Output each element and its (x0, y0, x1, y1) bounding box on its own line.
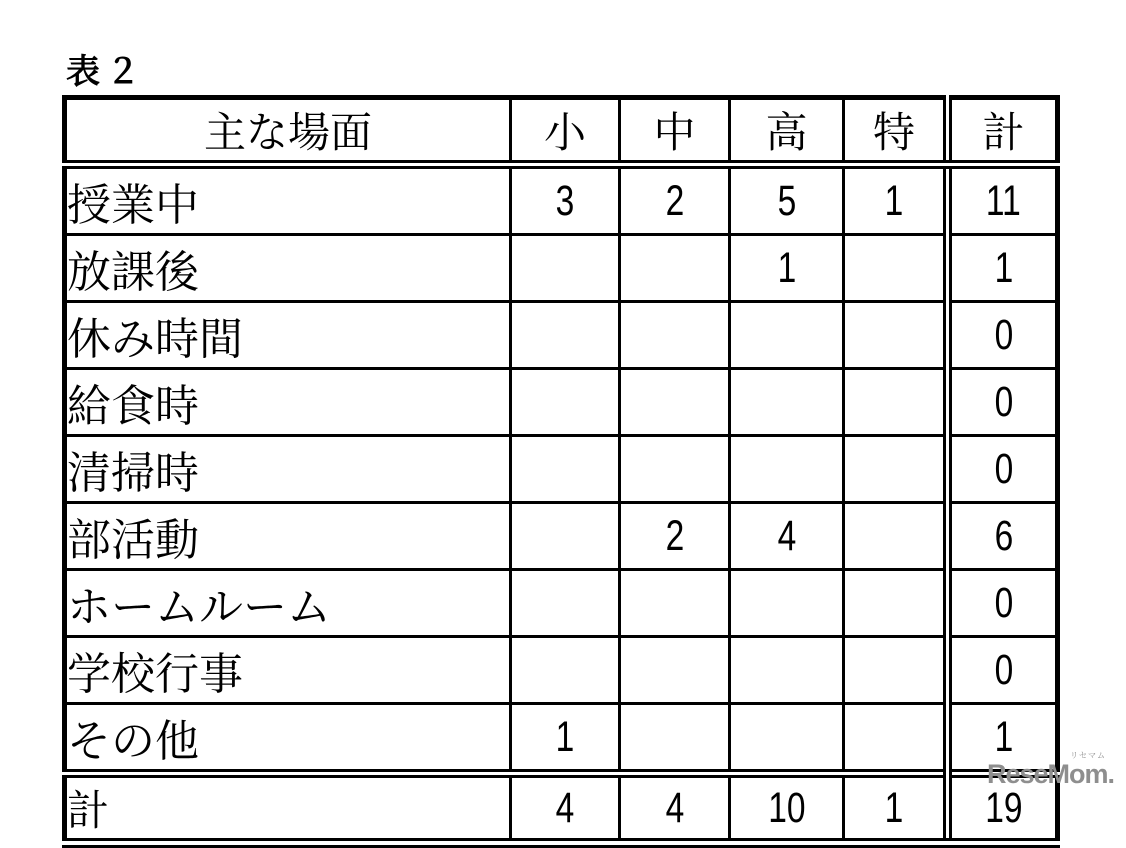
cell-elementary (511, 503, 620, 570)
cell-high-school: 4 (730, 503, 844, 570)
cell-junior-high (620, 369, 730, 436)
cell-special-total: 1 (844, 774, 948, 844)
col-header-elementary: 小 (511, 98, 620, 165)
cell-total: 1 (948, 704, 1058, 774)
cell-elementary-total: 4 (511, 774, 620, 844)
cell-elementary: 1 (511, 704, 620, 774)
cell-high-school-total: 10 (730, 774, 844, 844)
cell-total: 0 (948, 637, 1058, 704)
cell-elementary (511, 302, 620, 369)
cell-high-school: 1 (730, 235, 844, 302)
col-header-total: 計 (948, 98, 1058, 165)
row-label: 休み時間 (65, 302, 511, 369)
scene-count-table (62, 95, 1060, 848)
cell-special (844, 704, 948, 774)
cell-grand-total: 19 (948, 774, 1058, 844)
cell-special: 1 (844, 165, 948, 235)
cell-junior-high (620, 235, 730, 302)
cell-total: 0 (948, 369, 1058, 436)
table-row-homeroom (65, 570, 1058, 637)
row-label: 学校行事 (65, 637, 511, 704)
table-row-club-activities (65, 503, 1058, 570)
cell-total: 0 (948, 302, 1058, 369)
table-row-during-class (65, 165, 1058, 235)
col-header-special: 特 (844, 98, 948, 165)
cell-total: 1 (948, 235, 1058, 302)
table-row-after-school (65, 235, 1058, 302)
cell-junior-high (620, 637, 730, 704)
cell-special (844, 436, 948, 503)
col-header-junior-high: 中 (620, 98, 730, 165)
cell-high-school (730, 570, 844, 637)
row-label: その他 (65, 704, 511, 774)
row-label: 部活動 (65, 503, 511, 570)
cell-high-school (730, 637, 844, 704)
cell-special (844, 503, 948, 570)
cell-elementary: 3 (511, 165, 620, 235)
cell-high-school (730, 704, 844, 774)
table-row-break-time (65, 302, 1058, 369)
row-label: 給食時 (65, 369, 511, 436)
cell-special (844, 637, 948, 704)
col-header-high-school: 高 (730, 98, 844, 165)
cell-junior-high: 2 (620, 503, 730, 570)
cell-junior-high: 2 (620, 165, 730, 235)
table-row-school-events (65, 637, 1058, 704)
cell-junior-high (620, 436, 730, 503)
cell-elementary (511, 637, 620, 704)
cell-high-school (730, 436, 844, 503)
table-caption: 表２ (66, 53, 146, 91)
logo-furigana: リセマム (1070, 751, 1106, 760)
row-label-total: 計 (65, 774, 511, 844)
table-row-total (65, 774, 1058, 844)
cell-total: 6 (948, 503, 1058, 570)
col-header-main-scene: 主な場面 (65, 98, 511, 165)
header-row (65, 98, 1058, 165)
cell-elementary (511, 436, 620, 503)
row-label: 清掃時 (65, 436, 511, 503)
table-row-other (65, 704, 1058, 774)
cell-high-school (730, 302, 844, 369)
cell-junior-high (620, 704, 730, 774)
cell-elementary (511, 235, 620, 302)
cell-total: 0 (948, 570, 1058, 637)
resemom-logo (987, 752, 1114, 788)
cell-special (844, 302, 948, 369)
cell-junior-high (620, 302, 730, 369)
cell-junior-high (620, 570, 730, 637)
cell-special (844, 235, 948, 302)
cell-elementary (511, 369, 620, 436)
row-label: 授業中 (65, 165, 511, 235)
cell-elementary (511, 570, 620, 637)
cell-special (844, 369, 948, 436)
row-label: ホームルーム (65, 570, 511, 637)
cell-special (844, 570, 948, 637)
row-label: 放課後 (65, 235, 511, 302)
logo-wordmark: ReseMom. (986, 759, 1114, 789)
cell-junior-high-total: 4 (620, 774, 730, 844)
table-row-cleaning-time (65, 436, 1058, 503)
cell-total: 0 (948, 436, 1058, 503)
cell-high-school (730, 369, 844, 436)
cell-total: 11 (948, 165, 1058, 235)
table-row-lunch-time (65, 369, 1058, 436)
cell-high-school: 5 (730, 165, 844, 235)
